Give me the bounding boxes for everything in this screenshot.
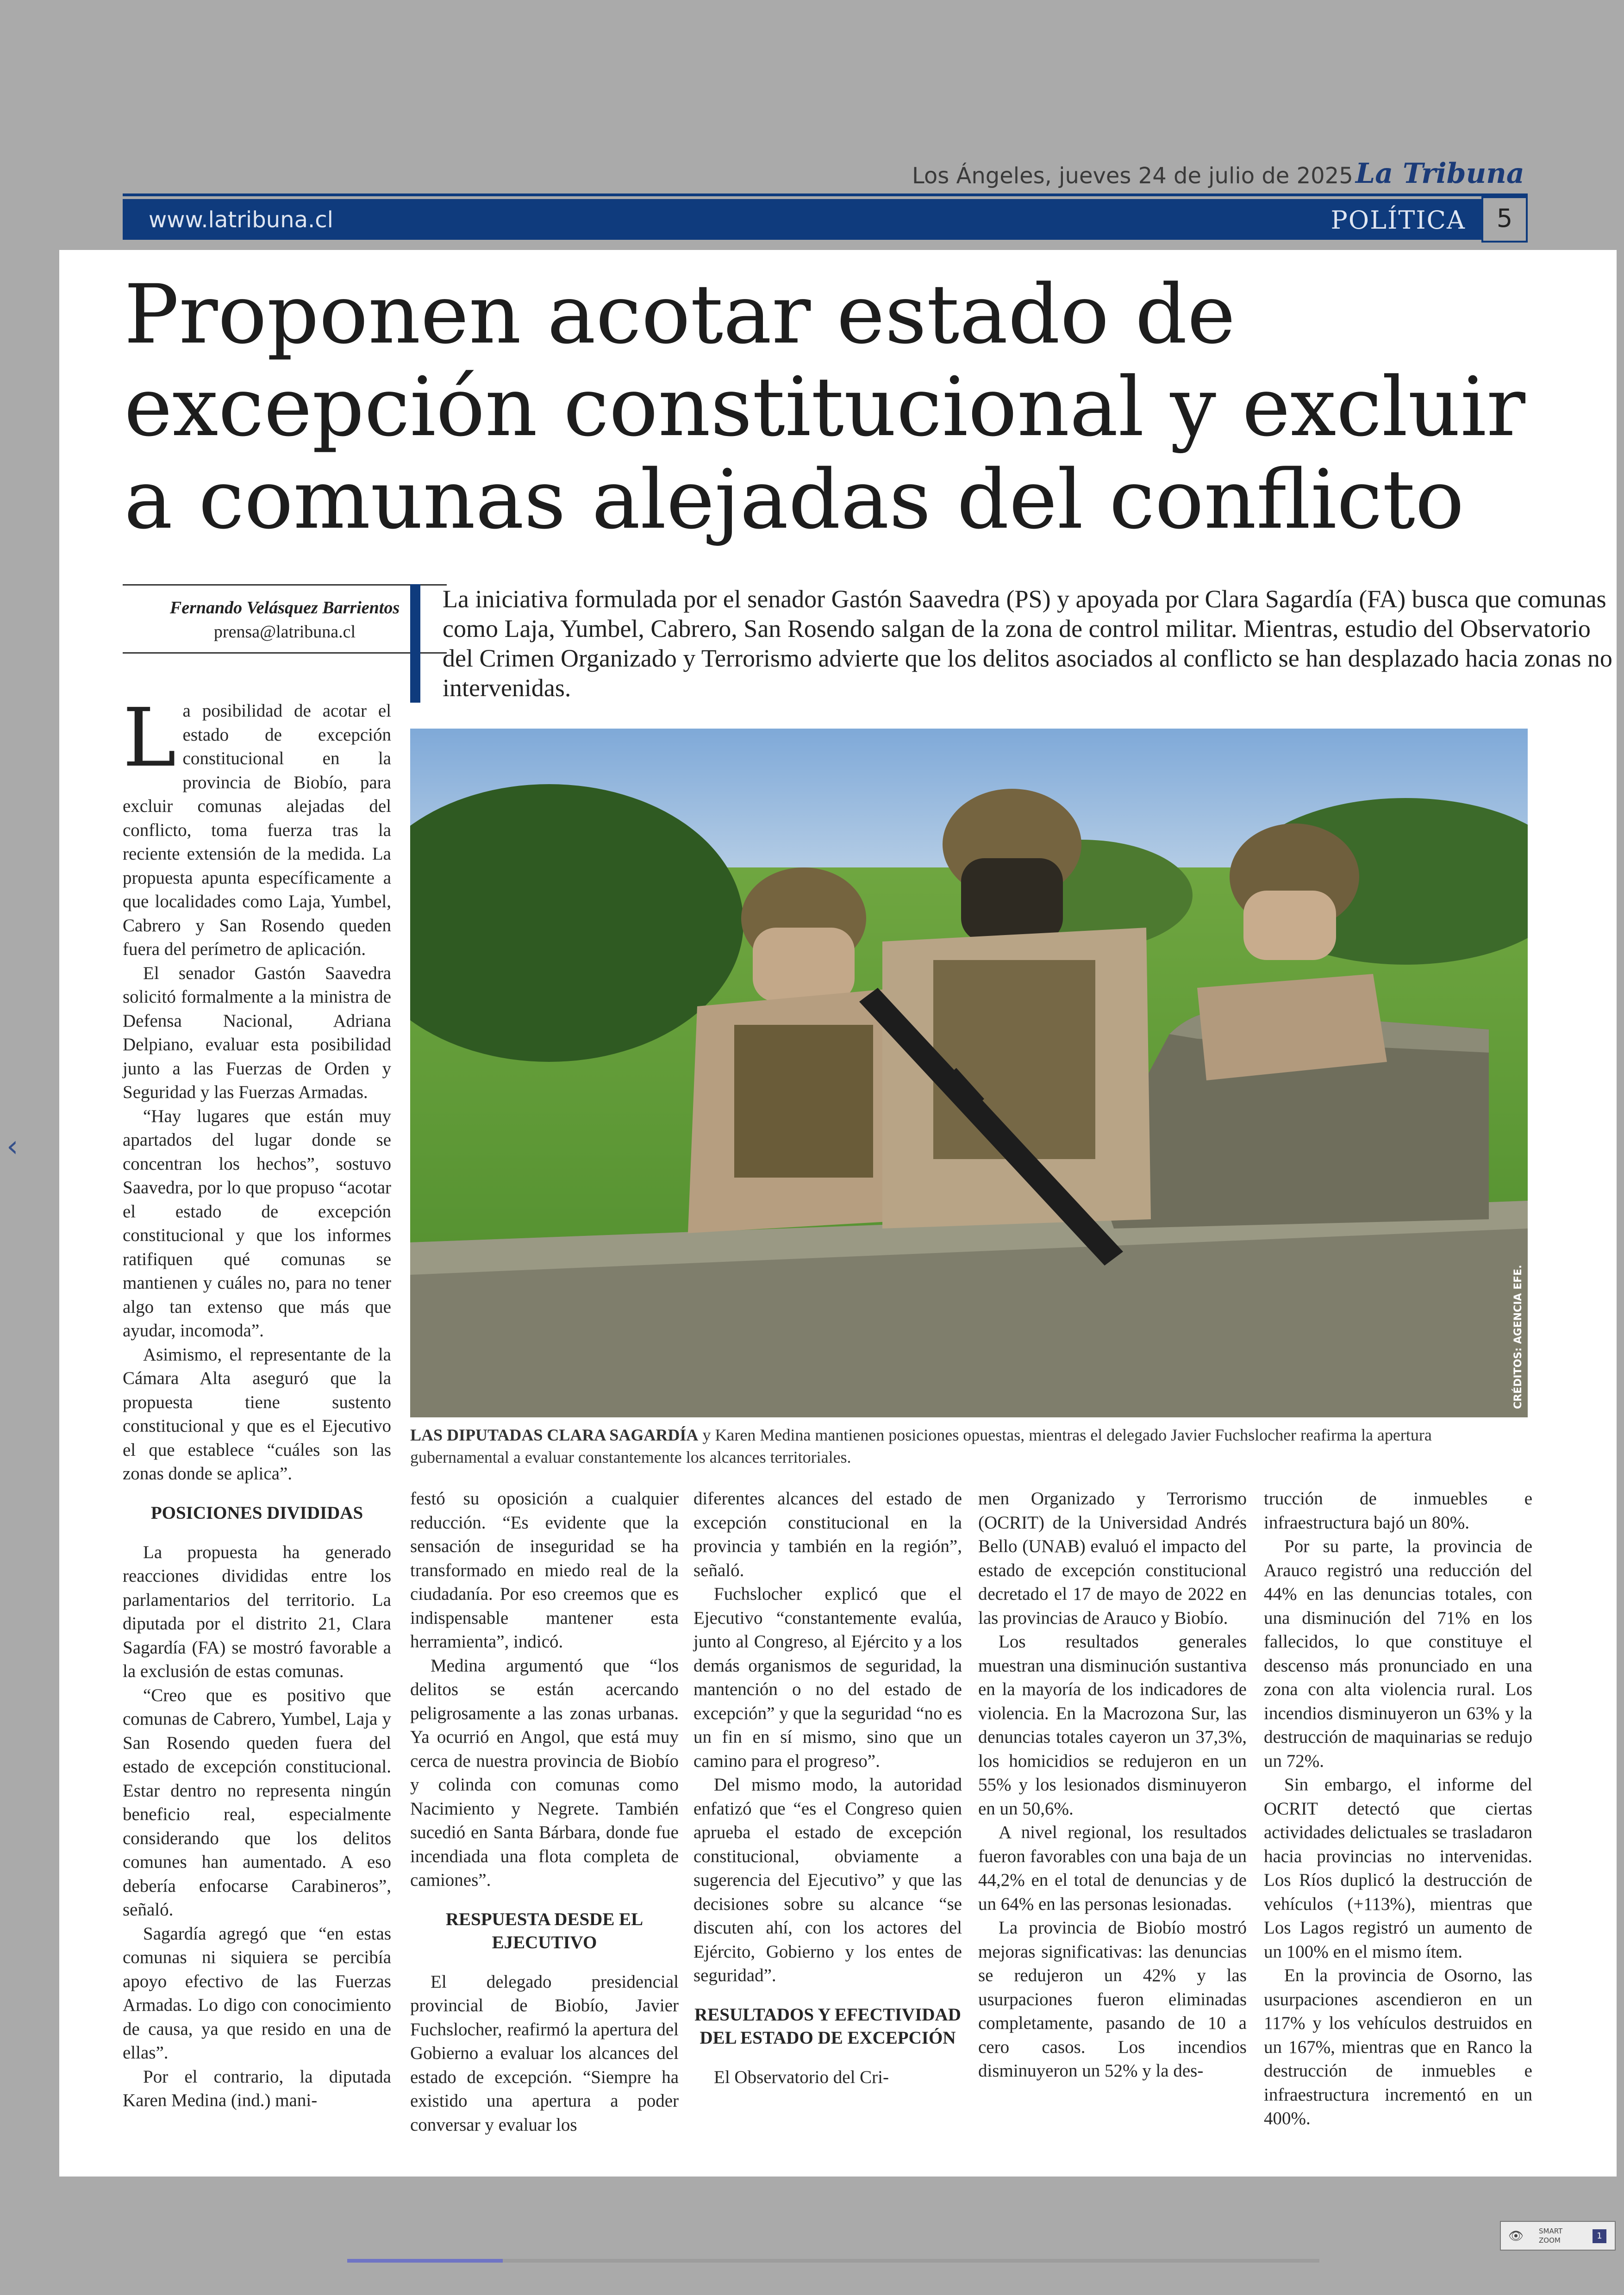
masthead-logo: La Tribuna bbox=[1355, 157, 1524, 190]
paragraph: A nivel regional, los resultados fueron favorables con una baja de un 44,2% en el total de denuncias y de un 64% en las personas lesionadas. bbox=[978, 1822, 1247, 1914]
paragraph: “Hay lugares que están muy apartados del lugar donde se concentran los hechos”, sostuvo Saavedra, por lo que propuso “acotar el estado de excepción constitucional y que los informes ratifiquen qué comunas se mantienen y cuáles no, para no tener algo tan extenso que más que ayudar, incomoda”. bbox=[123, 1106, 391, 1341]
page-scroll-progress[interactable] bbox=[347, 2259, 1319, 2263]
paragraph: Del mismo modo, la autoridad enfatizó que “es el Congreso quien aprueba el estado de excepción constitucional, obviamente a sugerencia del Ejecutivo” y que las decisiones sobre su alcance “se discuten ahí, con los actores del Ejército, Gobierno y los entes de seguridad”. bbox=[693, 1775, 962, 1985]
paragraph-text: a posibilidad de acotar el estado de excepción constitucional en la provincia de Biobío, para excluir comunas alejadas del conflicto, toma fuerza tras la reciente extensión de la medida. La propuesta apunta específicamente a que localidades como Laja, Yumbel, Cabrero y San Rosendo queden fuera del perímetro de aplicación. bbox=[123, 701, 391, 959]
smart-zoom-button[interactable] bbox=[1500, 2221, 1616, 2251]
paragraph: “Creo que es positivo que comunas de Cabrero, Yumbel, Laja y San Rosendo queden fuera del estado de excepción constitucional. Estar dentro no representa ningún beneficio real, especialmente considerando que los delitos comunes han aumentado. A eso debería enfocarse Carabineros”, señaló. bbox=[123, 1685, 391, 1920]
paragraph: diferentes alcances del estado de excepción constitucional en la provincia y también en la región”, señaló. bbox=[693, 1489, 962, 1580]
section-bar bbox=[123, 199, 1481, 240]
subheading: RESULTADOS Y EFECTIVIDAD DEL ESTADO DE EXCEPCIÓN bbox=[694, 2004, 961, 2048]
paragraph: Por el contrario, la diputada Karen Medina (ind.) mani- bbox=[123, 2066, 391, 2110]
previous-page-arrow-icon[interactable]: ‹ bbox=[6, 1129, 19, 1164]
paragraph: Medina argumentó que “los delitos se están acercando peligrosamente a las zonas urbanas. Ya ocurrió en Angol, que está muy cerca de nuestra provincia de Biobío y colinda con comunas como Nacimiento y Negrete. También sucedió en Santa Bárbara, donde fue incendiada una flota completa de camiones”. bbox=[410, 1655, 679, 1890]
paragraph: El Observatorio del Cri- bbox=[714, 2067, 889, 2087]
paragraph: Por su parte, la provincia de Arauco registró una reducción del 44% en las denuncias totales, con una disminución del 71% en los fallecidos, lo que constituye el descenso más pronunciado en una zona con alta violencia rural. Los incendios disminuyeron un 63% y la destrucción de maquinarias se redujo un 72%. bbox=[1264, 1536, 1532, 1771]
article-photo bbox=[410, 729, 1528, 1417]
section-name: POLÍTICA bbox=[1330, 206, 1466, 235]
progress-fill bbox=[347, 2259, 503, 2263]
caption-text: y Karen Medina mantienen posiciones opuestas, mientras el delegado Javier Fuchslocher reafirma la apertura gubernamental a evaluar constantemente los alcances territoriales. bbox=[410, 1426, 1432, 1466]
paragraph: Sagardía agregó que “en estas comunas ni siquiera se percibía apoyo efectivo de las Fuerzas Armadas. Lo digo con conocimiento de causa, ya que resido en una de ellas”. bbox=[123, 1923, 391, 2063]
caption-lead: LAS DIPUTADAS CLARA SAGARDÍA bbox=[410, 1426, 699, 1444]
paragraph: festó su oposición a cualquier reducción. “Es evidente que la sensación de inseguridad se ha transformado en miedo real de la ciudadanía. Por eso creemos que es indispensable mantener esta herramienta”, indicó. bbox=[410, 1489, 679, 1652]
author-email: prensa@latribuna.cl bbox=[213, 622, 356, 642]
author-name: Fernando Velásquez Barrientos bbox=[169, 598, 400, 617]
drop-cap: L bbox=[123, 691, 176, 785]
lede-summary: La iniciativa formulada por el senador Gastón Saavedra (PS) y apoyada por Clara Sagardía (FA) busca que comunas como Laja, Yumbel, Cabrero, San Rosendo salgan de la zona de control militar. Mientras, estudio del Observatorio del Crimen Organizado y Terrorismo advierte que los delitos asociados al conflicto se han desplazado hacia zonas no intervenidas. bbox=[410, 584, 1618, 703]
paragraph: Asimismo, el representante de la Cámara Alta aseguró que la propuesta tiene sustento constitucional y que es el Ejecutivo el que establece “cuáles son las zonas donde se aplica”. bbox=[123, 1344, 391, 1484]
article-column-1 bbox=[123, 691, 391, 2113]
paragraph: Sin embargo, el informe del OCRIT detectó que ciertas actividades delictuales se trasladaron hacia provincias no intervenidas. Los Ríos duplicó la destrucción de vehículos (+113%), mientras que Los Lagos registró un aumento de un 100% en el mismo ítem. bbox=[1264, 1775, 1532, 1962]
dateline: Los Ángeles, jueves 24 de julio de 2025 bbox=[912, 163, 1353, 189]
paragraph: Los resultados generales muestran una disminución sustantiva en la mayoría de los indicadores de violencia. En la Macrozona Sur, las denuncias totales cayeron un 37,3%, los homicidios se redujeron en un 55% y los lesionados disminuyeron en un 50,6%. bbox=[978, 1632, 1247, 1819]
paragraph: La provincia de Biobío mostró mejoras significativas: las denuncias se redujeron un 42% y las usurpaciones fueron eliminadas completamente, pasando de 10 a cero casos. Los incendios disminuyeron un 52% y la des- bbox=[978, 1918, 1247, 2081]
section-bar-rule bbox=[123, 193, 1528, 196]
subheading: POSICIONES DIVIDIDAS bbox=[150, 1503, 363, 1523]
paragraph: Fuchslocher explicó que el Ejecutivo “constantemente evalúa, junto al Congreso, al Ejército y a los demás organismos de seguridad, la mantención o no del estado de excepción” y que la seguridad “no es un fin en sí mismo, sino que un camino para el progreso”. bbox=[693, 1584, 962, 1771]
eye-icon: 👁 bbox=[1508, 2229, 1524, 2243]
paragraph: La propuesta ha generado reacciones divididas entre los parlamentarios del territorio. La diputada por el distrito 21, Clara Sagardía (FA) se mostró favorable a la exclusión de estas comunas. bbox=[123, 1542, 391, 1681]
website-url: www.latribuna.cl bbox=[149, 207, 333, 233]
newspaper-page bbox=[59, 250, 1617, 2177]
paragraph: trucción de inmuebles e infraestructura bajó un 80%. bbox=[1264, 1489, 1532, 1533]
paragraph: En la provincia de Osorno, las usurpaciones ascendieron en un 117% y los vehículos destruidos en un 167%, mientras que en Ranco la destrucción de inmuebles e infraestructura incrementó en un 400%. bbox=[1264, 1965, 1532, 2128]
smart-zoom-count-badge: 1 bbox=[1593, 2229, 1606, 2243]
article-column-5 bbox=[1264, 1487, 1532, 2131]
paragraph: El senador Gastón Saavedra solicitó formalmente a la ministra de Defensa Nacional, Adriana Delpiano, evaluar esta posibilidad junto a las Fuerzas de Orden y Seguridad y las Fuerzas Armadas. bbox=[123, 963, 391, 1102]
page-number: 5 bbox=[1481, 196, 1528, 243]
paragraph bbox=[123, 691, 391, 961]
photo-caption bbox=[410, 1424, 1528, 1468]
byline bbox=[123, 584, 447, 654]
article-column-4 bbox=[978, 1487, 1247, 2083]
headline: Proponen acotar estado de excepción constitucional y excluir a comunas alejadas del conflicto bbox=[124, 267, 1525, 547]
subheading: RESPUESTA DESDE EL EJECUTIVO bbox=[445, 1909, 643, 1952]
smart-zoom-label: SMART ZOOM bbox=[1539, 2227, 1563, 2245]
article-column-3 bbox=[693, 1487, 962, 2089]
paragraph: El delegado presidencial provincial de Biobío, Javier Fuchslocher, reafirmó la apertura del Gobierno a evaluar los alcances del estado de excepción. “Siempre ha existido una apertura a poder conversar y evaluar los bbox=[410, 1971, 679, 2135]
photo-credit: CRÉDITOS: AGENCIA EFE. bbox=[1512, 1265, 1524, 1409]
soldiers-photo-illustration bbox=[410, 729, 1528, 1417]
paragraph: men Organizado y Terrorismo (OCRIT) de la Universidad Andrés Bello (UNAB) evaluó el impacto del estado de excepción constitucional decretado el 17 de mayo de 2022 en las provincias de Arauco y Biobío. bbox=[978, 1489, 1247, 1628]
article-column-2 bbox=[410, 1487, 679, 2137]
